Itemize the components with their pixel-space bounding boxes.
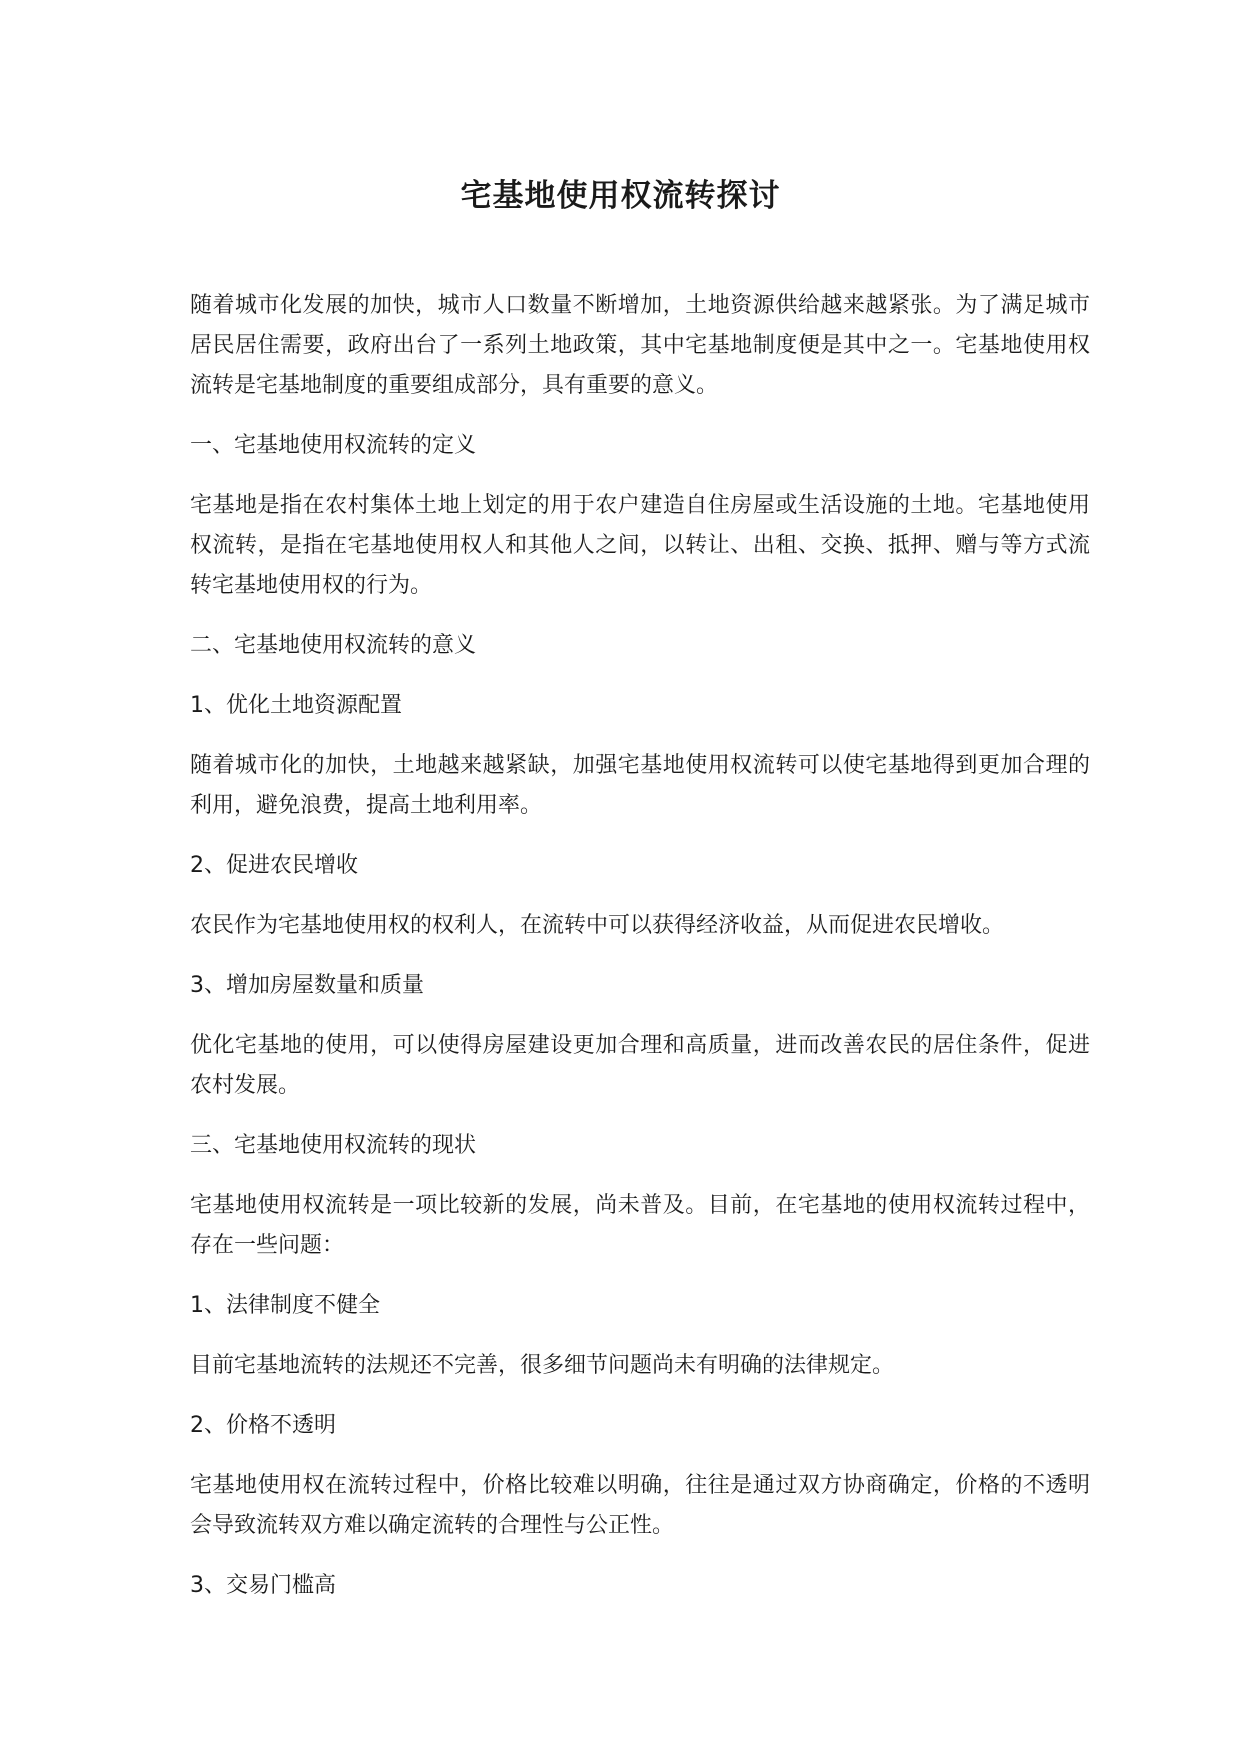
farmer-income-paragraph: 农民作为宅基地使用权的权利人，在流转中可以获得经济收益，从而促进农民增收。 bbox=[190, 913, 1005, 938]
section-heading-definition: 一、宅基地使用权流转的定义 bbox=[190, 433, 477, 458]
subheading-legal-system: 1、法律制度不健全 bbox=[190, 1293, 380, 1318]
document-body bbox=[190, 286, 1090, 1626]
subheading-trading-threshold: 3、交易门槛高 bbox=[190, 1573, 336, 1598]
definition-paragraph: 宅基地是指在农村集体土地上划定的用于农户建造自住房屋或生活设施的土地。宅基地使用权流转，是指在宅基地使用权人和其他人之间，以转让、出租、交换、抵押、赠与等方式流转宅基地使用权的行为。 bbox=[190, 493, 1090, 598]
status-paragraph: 宅基地使用权流转是一项比较新的发展，尚未普及。目前，在宅基地的使用权流转过程中，存在一些问题： bbox=[190, 1193, 1090, 1258]
subheading-farmer-income: 2、促进农民增收 bbox=[190, 853, 358, 878]
document-title: 宅基地使用权流转探讨 bbox=[460, 178, 781, 214]
subheading-housing-quality: 3、增加房屋数量和质量 bbox=[190, 973, 424, 998]
optimize-resources-paragraph: 随着城市化的加快，土地越来越紧缺，加强宅基地使用权流转可以使宅基地得到更加合理的利用，避免浪费，提高土地利用率。 bbox=[190, 753, 1090, 818]
subheading-price-transparency: 2、价格不透明 bbox=[190, 1413, 336, 1438]
section-heading-significance: 二、宅基地使用权流转的意义 bbox=[190, 633, 477, 658]
housing-quality-paragraph: 优化宅基地的使用，可以使得房屋建设更加合理和高质量，进而改善农民的居住条件，促进农村发展。 bbox=[190, 1033, 1090, 1098]
legal-system-paragraph: 目前宅基地流转的法规还不完善，很多细节问题尚未有明确的法律规定。 bbox=[190, 1353, 895, 1378]
subheading-optimize-resources: 1、优化土地资源配置 bbox=[190, 693, 402, 718]
price-transparency-paragraph: 宅基地使用权在流转过程中，价格比较难以明确，往往是通过双方协商确定，价格的不透明会导致流转双方难以确定流转的合理性与公正性。 bbox=[190, 1473, 1090, 1538]
intro-paragraph: 随着城市化发展的加快，城市人口数量不断增加，土地资源供给越来越紧张。为了满足城市居民居住需要，政府出台了一系列土地政策，其中宅基地制度便是其中之一。宅基地使用权流转是宅基地制度的重要组成部分，具有重要的意义。 bbox=[190, 293, 1090, 398]
section-heading-status: 三、宅基地使用权流转的现状 bbox=[190, 1133, 477, 1158]
